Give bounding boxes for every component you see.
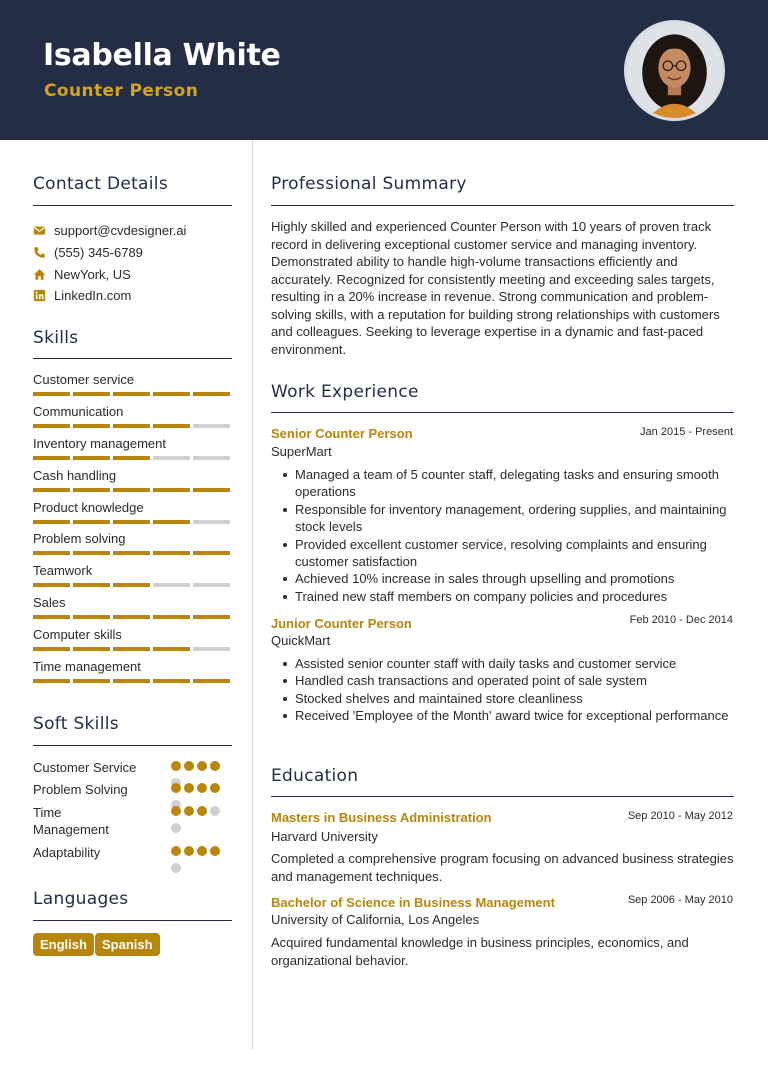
- soft-skill-level-dot: [210, 846, 220, 856]
- skill-level-segment: [193, 520, 230, 524]
- skill-level-segment: [113, 583, 150, 587]
- skill-item: [33, 404, 233, 428]
- skill-level-segment: [73, 392, 110, 396]
- skill-level-segment: [113, 392, 150, 396]
- column-divider: [252, 140, 253, 1050]
- job-bullets: [295, 655, 740, 725]
- soft-skill-level-dots: [171, 846, 225, 880]
- skill-level-segment: [73, 456, 110, 460]
- education-school: Harvard University: [271, 829, 378, 844]
- soft-skill-level-dot: [171, 846, 181, 856]
- job-bullet: Received 'Employee of the Month' award twice for exceptional performance: [295, 707, 740, 724]
- skill-level-segment: [193, 488, 230, 492]
- skill-label: Cash handling: [33, 468, 117, 483]
- soft-skill-level-dot: [197, 761, 207, 771]
- skill-level-segment: [193, 615, 230, 619]
- skill-label: Inventory management: [33, 436, 166, 451]
- skill-level-segment: [193, 424, 230, 428]
- phone-icon: [33, 246, 46, 259]
- resume-header: [0, 0, 768, 140]
- contact-email-text: support@cvdesigner.ai: [54, 222, 187, 238]
- home-icon: [33, 268, 46, 281]
- job-bullet: Trained new staff members on company policies and procedures: [295, 588, 740, 605]
- job-bullet: Managed a team of 5 counter staff, delegating tasks and ensuring smooth operations: [295, 466, 740, 501]
- skill-level-segment: [153, 679, 190, 683]
- skill-level-segment: [193, 456, 230, 460]
- skill-level-segment: [33, 392, 70, 396]
- skill-item: [33, 372, 233, 396]
- skill-item: [33, 595, 233, 619]
- language-badge-spanish: Spanish: [95, 933, 160, 956]
- skill-item: [33, 500, 233, 524]
- skill-item: [33, 436, 233, 460]
- soft-skill-level-dot: [210, 806, 220, 816]
- job-company: SuperMart: [271, 444, 332, 459]
- soft-skill-level-dot: [171, 783, 181, 793]
- skill-item: [33, 627, 233, 651]
- skill-level-segment: [193, 583, 230, 587]
- soft-skill-level-dot: [197, 806, 207, 816]
- education-dates: Sep 2010 - May 2012: [627, 810, 733, 822]
- contact-section-title: Contact Details: [33, 174, 168, 194]
- soft-skill-level-dot: [197, 846, 207, 856]
- soft-skill-item: [33, 759, 233, 776]
- skill-level-segment: [33, 456, 70, 460]
- skill-level-segment: [113, 456, 150, 460]
- skill-level-segment: [33, 424, 70, 428]
- soft-skill-level-dot: [171, 761, 181, 771]
- education-dates: Sep 2006 - May 2010: [627, 894, 733, 906]
- skill-level-segment: [153, 583, 190, 587]
- experience-section-rule: [271, 412, 734, 413]
- skill-level-segment: [113, 488, 150, 492]
- contact-section-rule: [33, 205, 232, 206]
- skill-item: [33, 659, 233, 683]
- job-bullet: Achieved 10% increase in sales through upselling and promotions: [295, 570, 740, 587]
- skill-level-segment: [33, 551, 70, 555]
- soft-skill-level-dot: [184, 806, 194, 816]
- skill-level-segment: [153, 392, 190, 396]
- education-description: Completed a comprehensive program focusing on advanced business strategies and management techniques.: [271, 851, 734, 884]
- contact-linkedin[interactable]: [33, 286, 131, 304]
- skill-level-segment: [73, 615, 110, 619]
- skill-level-bar: [33, 647, 233, 651]
- skill-level-segment: [113, 551, 150, 555]
- contact-email[interactable]: [33, 221, 186, 239]
- job-bullet: Stocked shelves and maintained store cleanliness: [295, 690, 740, 707]
- skill-label: Teamwork: [33, 563, 93, 578]
- linkedin-icon: [33, 289, 46, 302]
- skill-level-segment: [153, 647, 190, 651]
- skill-level-bar: [33, 488, 233, 492]
- education-description: Acquired fundamental knowledge in business principles, economics, and organizational behavior.: [271, 935, 689, 968]
- skill-level-bar: [33, 392, 233, 396]
- job-dates: Feb 2010 - Dec 2014: [629, 614, 733, 626]
- skill-label: Problem solving: [33, 531, 126, 546]
- soft-skill-level-dot: [171, 823, 181, 833]
- skill-level-segment: [33, 583, 70, 587]
- skill-level-segment: [193, 647, 230, 651]
- languages-section-title: Languages: [33, 889, 129, 909]
- education-degree: Bachelor of Science in Business Management: [271, 895, 555, 910]
- job-company: QuickMart: [271, 633, 331, 648]
- soft-skill-level-dot: [171, 863, 181, 873]
- soft-skills-section-title: Soft Skills: [33, 714, 119, 734]
- soft-skill-label: Time Management: [33, 805, 109, 837]
- skill-level-segment: [153, 551, 190, 555]
- job-bullet: Provided excellent customer service, resolving complaints and ensuring customer satisfaction: [295, 536, 740, 571]
- job-role: Senior Counter Person: [271, 426, 413, 441]
- contact-phone[interactable]: [33, 243, 143, 261]
- skill-level-segment: [33, 647, 70, 651]
- summary-text: Highly skilled and experienced Counter Person with 10 years of proven track record in delivering exceptional customer service and managing inventory. Demonstrated ability to handle high-volume transactions efficiently and accurately. Recognized for consistently meeting and exceeding sales targets, resulting in a 20% increase in revenue. Strong communication and problem-solving skills, with a reputation for building strong relationships with customers and colleagues. Seeking to leverage expertise in a dynamic and fast-paced environment.: [271, 219, 720, 357]
- soft-skill-level-dot: [197, 783, 207, 793]
- skills-section-title: Skills: [33, 328, 79, 348]
- job-role: Junior Counter Person: [271, 616, 412, 631]
- soft-skill-item: [33, 844, 233, 861]
- skill-level-segment: [73, 488, 110, 492]
- skill-level-segment: [193, 392, 230, 396]
- envelope-icon: [33, 224, 46, 237]
- soft-skill-level-dot: [210, 783, 220, 793]
- candidate-name: Isabella White: [43, 38, 281, 73]
- summary-section-rule: [271, 205, 734, 206]
- skill-level-segment: [113, 615, 150, 619]
- skill-level-segment: [153, 615, 190, 619]
- skill-level-segment: [73, 583, 110, 587]
- skill-level-segment: [33, 520, 70, 524]
- skill-label: Sales: [33, 595, 66, 610]
- skill-level-bar: [33, 551, 233, 555]
- candidate-job-title: Counter Person: [44, 81, 199, 101]
- skill-item: [33, 468, 233, 492]
- skill-level-segment: [113, 520, 150, 524]
- skill-label: Time management: [33, 659, 141, 674]
- soft-skill-level-dot: [171, 806, 181, 816]
- skill-level-segment: [73, 520, 110, 524]
- language-badge-english: English: [33, 933, 94, 956]
- soft-skill-level-dot: [184, 783, 194, 793]
- soft-skills-section-rule: [33, 745, 232, 746]
- skill-level-segment: [193, 679, 230, 683]
- skill-level-segment: [153, 488, 190, 492]
- skill-level-segment: [73, 424, 110, 428]
- skill-item: [33, 563, 233, 587]
- skill-level-segment: [153, 520, 190, 524]
- summary-section-title: Professional Summary: [271, 174, 467, 194]
- soft-skill-level-dot: [184, 846, 194, 856]
- job-bullet: Handled cash transactions and operated point of sale system: [295, 672, 740, 689]
- soft-skill-label: Customer Service: [33, 760, 137, 775]
- skill-level-segment: [153, 424, 190, 428]
- skill-level-bar: [33, 615, 233, 619]
- skill-level-segment: [193, 551, 230, 555]
- soft-skill-item: [33, 804, 233, 838]
- contact-linkedin-text: LinkedIn.com: [54, 287, 132, 303]
- skill-level-segment: [113, 647, 150, 651]
- skill-level-bar: [33, 679, 233, 683]
- job-dates: Jan 2015 - Present: [640, 426, 733, 438]
- skill-level-segment: [33, 679, 70, 683]
- soft-skill-level-dot: [210, 761, 220, 771]
- soft-skill-label: Adaptability: [33, 845, 101, 860]
- skills-section-rule: [33, 358, 232, 359]
- skill-level-segment: [113, 679, 150, 683]
- skill-level-segment: [33, 488, 70, 492]
- soft-skill-level-dots: [171, 806, 225, 840]
- skill-label: Customer service: [33, 372, 135, 387]
- job-bullet: Responsible for inventory management, ordering supplies, and maintaining stock levels: [295, 501, 740, 536]
- profile-photo: [624, 20, 725, 121]
- skill-level-segment: [73, 679, 110, 683]
- education-school: University of California, Los Angeles: [271, 912, 480, 927]
- profile-photo-image: [627, 23, 722, 118]
- skill-level-segment: [153, 456, 190, 460]
- experience-section-title: Work Experience: [271, 382, 419, 402]
- skill-level-segment: [33, 615, 70, 619]
- skill-level-segment: [73, 647, 110, 651]
- education-degree: Masters in Business Administration: [271, 810, 492, 825]
- skill-label: Computer skills: [33, 627, 122, 642]
- skill-level-bar: [33, 424, 233, 428]
- skill-level-bar: [33, 520, 233, 524]
- skill-level-segment: [113, 424, 150, 428]
- soft-skill-label: Problem Solving: [33, 782, 128, 797]
- contact-phone-text: (555) 345-6789: [54, 244, 143, 260]
- skill-level-segment: [73, 551, 110, 555]
- contact-location-text: NewYork, US: [54, 266, 131, 282]
- job-bullet: Assisted senior counter staff with daily tasks and customer service: [295, 655, 740, 672]
- soft-skill-level-dot: [184, 761, 194, 771]
- job-bullets: [295, 466, 740, 605]
- soft-skill-item: [33, 781, 233, 798]
- skill-item: [33, 531, 233, 555]
- skill-level-bar: [33, 456, 233, 460]
- contact-location: [33, 265, 131, 283]
- skill-level-bar: [33, 583, 233, 587]
- languages-section-rule: [33, 920, 232, 921]
- skill-label: Product knowledge: [33, 500, 144, 515]
- skill-label: Communication: [33, 404, 124, 419]
- education-section-rule: [271, 796, 734, 797]
- education-section-title: Education: [271, 766, 359, 786]
